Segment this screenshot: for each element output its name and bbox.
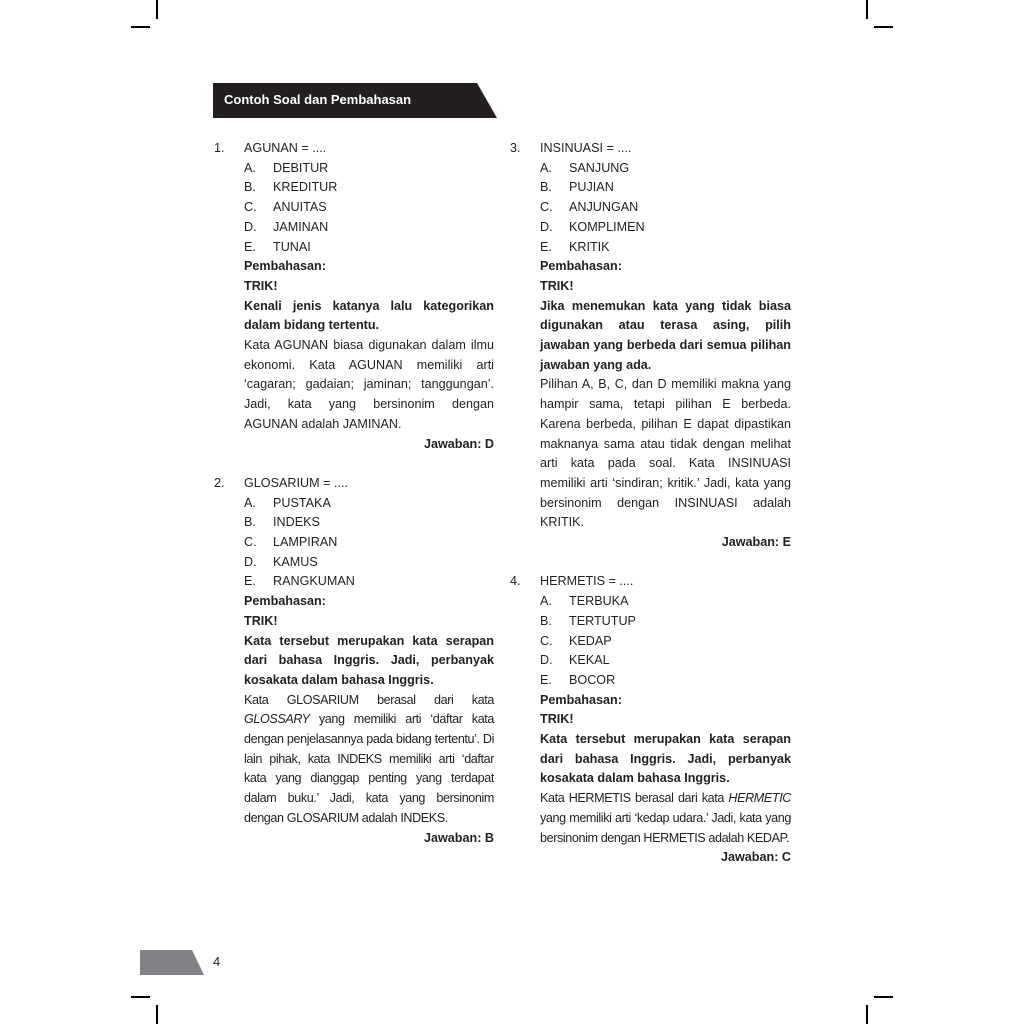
option-c bbox=[540, 198, 791, 218]
option-letter: C. bbox=[244, 535, 257, 550]
option-text: ANJUNGAN bbox=[569, 200, 639, 215]
question-3 bbox=[510, 139, 791, 553]
page-number: 4 bbox=[213, 954, 221, 969]
option-text: KAMUS bbox=[273, 554, 318, 569]
left-column bbox=[214, 139, 494, 848]
discussion-label: Pembahasan: bbox=[244, 259, 326, 274]
option-letter: D. bbox=[244, 554, 257, 569]
option-letter: B. bbox=[540, 180, 552, 195]
option-text: RANGKUMAN bbox=[273, 574, 355, 589]
crop-mark bbox=[131, 26, 150, 28]
option-letter: A. bbox=[540, 160, 552, 175]
option-e bbox=[540, 238, 791, 258]
option-b bbox=[540, 612, 791, 632]
option-text: PUJIAN bbox=[569, 180, 614, 195]
option-letter: D. bbox=[540, 219, 553, 234]
option-c bbox=[244, 198, 494, 218]
option-letter: D. bbox=[540, 653, 553, 668]
option-e bbox=[244, 572, 494, 592]
option-text: SANJUNG bbox=[569, 160, 630, 175]
section-banner bbox=[213, 83, 497, 118]
explanation-term: HERMETIC bbox=[728, 791, 791, 806]
option-b bbox=[244, 178, 494, 198]
option-letter: B. bbox=[244, 515, 256, 530]
option-letter: B. bbox=[244, 180, 256, 195]
option-d bbox=[244, 218, 494, 238]
answer: Jawaban: E bbox=[721, 535, 791, 550]
option-text: BOCOR bbox=[569, 672, 616, 687]
option-text: INDEKS bbox=[273, 515, 320, 530]
explanation-post: yang memiliki arti ‘daftar kata dengan penjelasannya pada bidang tertentu’. Di lain pihak, kata INDEKS memiliki arti ‘daftar kata yang dianggap penting yang terdapat dalam buku.’ Jadi, kata yang bersinonim dengan GLOSARIUM adalah INDEKS. bbox=[244, 712, 494, 825]
option-letter: E. bbox=[244, 574, 256, 589]
option-text: KEKAL bbox=[569, 653, 610, 668]
option-text: KREDITUR bbox=[273, 180, 338, 195]
option-b bbox=[540, 178, 791, 198]
option-text: TERTUTUP bbox=[569, 613, 636, 628]
option-b bbox=[244, 513, 494, 533]
option-a bbox=[244, 494, 494, 514]
option-d bbox=[540, 218, 791, 238]
question-number: 2. bbox=[214, 475, 225, 490]
option-text: LAMPIRAN bbox=[273, 535, 338, 550]
question-prompt: INSINUASI = .... bbox=[540, 141, 632, 155]
option-letter: C. bbox=[540, 633, 553, 648]
option-c bbox=[540, 632, 791, 652]
question-prompt: HERMETIS = .... bbox=[540, 574, 634, 589]
crop-mark bbox=[131, 996, 150, 998]
section-title: Contoh Soal dan Pembahasan bbox=[224, 92, 412, 107]
trick-label: TRIK! bbox=[244, 613, 278, 628]
crop-mark bbox=[874, 26, 893, 28]
explanation: Pilihan A, B, C, dan D memiliki makna yang hampir sama, tetapi pilihan E berbeda. Karena berbeda, pilihan E dapat dipastikan maknanya sama atau tidak dengan melihat arti kata pada soal. Kata INSINUASI memiliki arti ‘sindiran; kritik.’ Jadi, kata yang bersinonim dengan INSINUASI adalah KRITIK. bbox=[540, 377, 791, 530]
crop-mark bbox=[866, 1005, 868, 1024]
option-e bbox=[244, 238, 494, 258]
option-text: ANUITAS bbox=[273, 200, 327, 215]
question-1 bbox=[214, 139, 494, 454]
option-letter: A. bbox=[244, 160, 256, 175]
option-text: KEDAP bbox=[569, 633, 612, 648]
option-d bbox=[540, 651, 791, 671]
option-a bbox=[540, 159, 791, 179]
trick-text: Kata tersebut merupakan kata serapan dari bahasa Inggris. Jadi, perbanyak kosakata dalam bahasa Inggris. bbox=[244, 633, 494, 687]
question-number: 4. bbox=[510, 574, 521, 589]
explanation bbox=[244, 691, 494, 829]
explanation bbox=[540, 789, 791, 848]
question-prompt: GLOSARIUM = .... bbox=[244, 475, 348, 490]
answer: Jawaban: C bbox=[721, 850, 791, 865]
answer: Jawaban: D bbox=[424, 436, 494, 451]
option-letter: A. bbox=[540, 594, 552, 609]
option-a bbox=[540, 592, 791, 612]
trick-label: TRIK! bbox=[540, 278, 574, 293]
explanation-term: GLOSSARY bbox=[244, 712, 310, 727]
option-text: KOMPLIMEN bbox=[569, 219, 645, 234]
trick-text: Kenali jenis katanya lalu kategorikan dalam bidang tertentu. bbox=[244, 298, 494, 333]
option-text: TUNAI bbox=[273, 239, 311, 254]
question-number: 3. bbox=[510, 141, 521, 155]
trick-text: Kata tersebut merupakan kata serapan dari bahasa Inggris. Jadi, perbanyak kosakata dalam bahasa Inggris. bbox=[540, 732, 791, 786]
crop-mark bbox=[156, 0, 158, 19]
crop-mark bbox=[156, 1005, 158, 1024]
option-letter: E. bbox=[540, 672, 552, 687]
discussion-label: Pembahasan: bbox=[540, 692, 622, 707]
explanation-pre: Kata HERMETIS berasal dari kata bbox=[540, 791, 729, 806]
trick-label: TRIK! bbox=[540, 712, 574, 727]
explanation-post: yang memiliki arti ‘kedap udara.’ Jadi, kata yang bersinonim dengan HERMETIS adalah KEDAP. bbox=[540, 810, 791, 845]
option-letter: B. bbox=[540, 613, 552, 628]
crop-mark bbox=[874, 996, 893, 998]
option-letter: E. bbox=[244, 239, 256, 254]
discussion-label: Pembahasan: bbox=[540, 259, 622, 274]
option-text: JAMINAN bbox=[273, 219, 329, 234]
trick-text: Jika menemukan kata yang tidak biasa digunakan atau terasa asing, pilih jawaban yang berbeda dari semua pilihan jawaban yang ada. bbox=[540, 298, 791, 372]
page-tab bbox=[140, 950, 204, 975]
option-a bbox=[244, 159, 494, 179]
crop-mark bbox=[866, 0, 868, 19]
explanation-pre: Kata GLOSARIUM berasal dari kata bbox=[244, 692, 494, 707]
option-letter: C. bbox=[244, 200, 257, 215]
question-number: 1. bbox=[214, 141, 225, 155]
option-d bbox=[244, 553, 494, 573]
option-letter: D. bbox=[244, 219, 257, 234]
option-text: DEBITUR bbox=[273, 160, 329, 175]
explanation: Kata AGUNAN biasa digunakan dalam ilmu ekonomi. Kata AGUNAN memiliki arti ‘cagaran; gadaian; jaminan; tanggungan’. Jadi, kata yang bersinonim dengan AGUNAN adalah JAMINAN. bbox=[244, 338, 494, 431]
option-text: KRITIK bbox=[569, 239, 610, 254]
right-column bbox=[510, 139, 791, 868]
option-text: PUSTAKA bbox=[273, 495, 331, 510]
discussion-label: Pembahasan: bbox=[244, 594, 326, 609]
answer: Jawaban: B bbox=[424, 830, 494, 845]
option-text: TERBUKA bbox=[569, 594, 629, 609]
question-prompt: AGUNAN = .... bbox=[244, 141, 327, 155]
option-letter: C. bbox=[540, 200, 553, 215]
option-e bbox=[540, 671, 791, 691]
question-2 bbox=[214, 474, 494, 848]
option-c bbox=[244, 533, 494, 553]
trick-label: TRIK! bbox=[244, 278, 278, 293]
option-letter: E. bbox=[540, 239, 552, 254]
option-letter: A. bbox=[244, 495, 256, 510]
question-4 bbox=[510, 572, 791, 868]
